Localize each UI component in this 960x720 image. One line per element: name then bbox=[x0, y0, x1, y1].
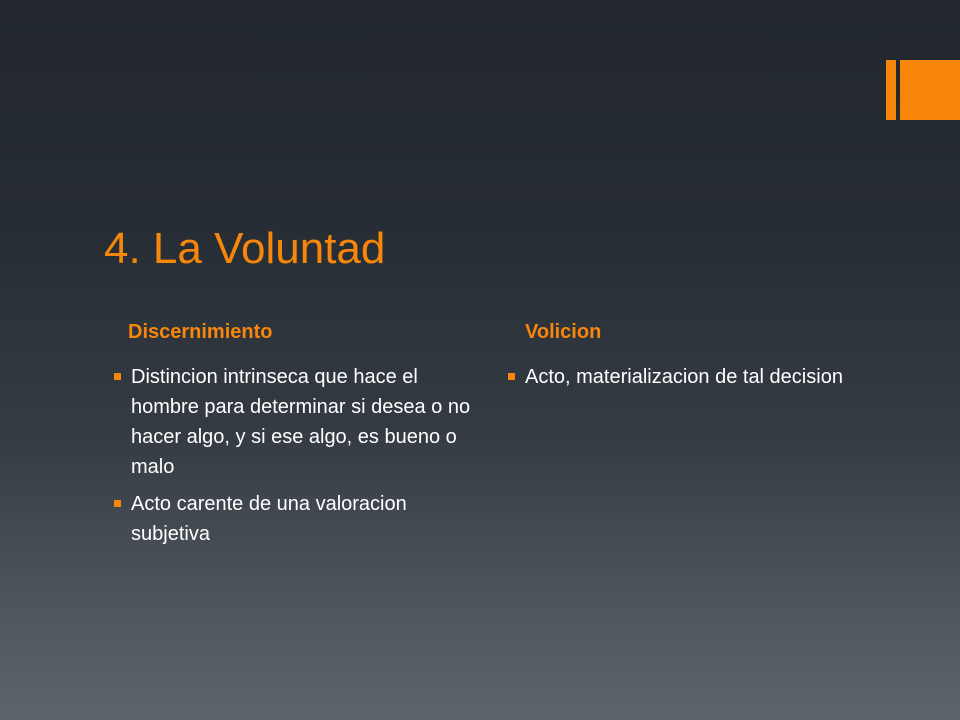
bullet-text: Distincion intrinseca que hace el hombre para determinar si desea o no hacer algo, y si ese algo, es bueno o malo bbox=[131, 366, 471, 478]
column-heading-discernimiento: Discernimiento bbox=[128, 321, 273, 343]
bullet-text: Acto carente de una valoracion subjetiva bbox=[131, 493, 407, 545]
square-bullet-icon bbox=[114, 373, 121, 380]
square-bullet-icon bbox=[508, 373, 515, 380]
column-heading-volicion: Volicion bbox=[525, 321, 602, 343]
bullet-item bbox=[112, 362, 472, 482]
bullet-item bbox=[112, 489, 472, 549]
accent-block bbox=[900, 60, 960, 120]
slide-title: 4. La Voluntad bbox=[104, 224, 386, 273]
square-bullet-icon bbox=[114, 500, 121, 507]
accent-bar bbox=[886, 60, 896, 120]
bullet-list-volicion bbox=[506, 362, 866, 399]
bullet-text: Acto, materializacion de tal decision bbox=[525, 366, 843, 388]
bullet-item bbox=[506, 362, 866, 392]
bullet-list-discernimiento bbox=[112, 362, 472, 556]
